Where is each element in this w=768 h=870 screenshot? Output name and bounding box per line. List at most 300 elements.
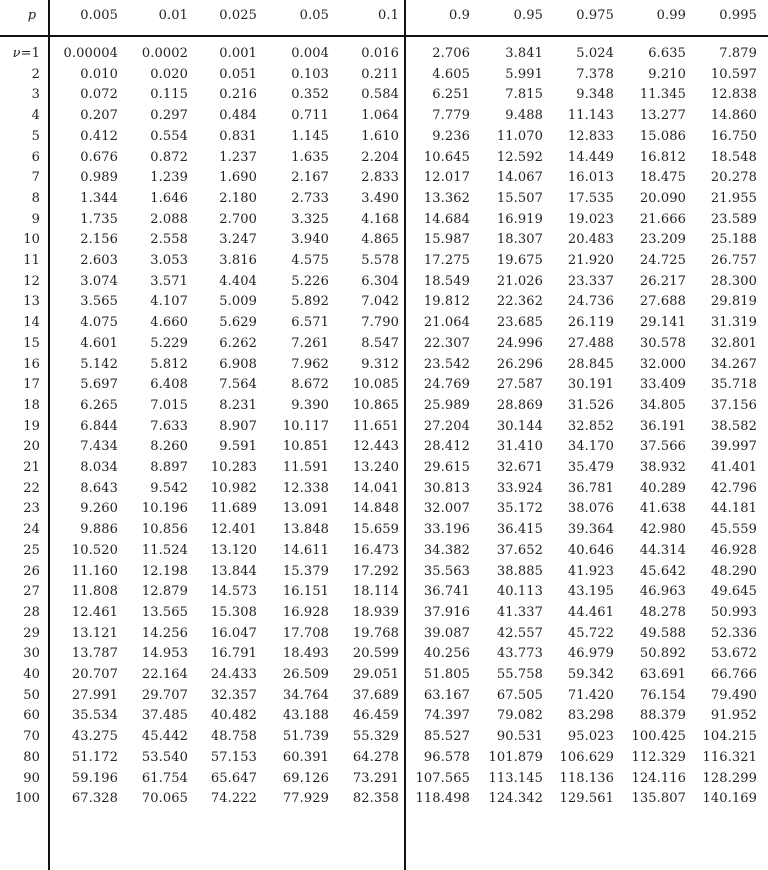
table-cell: 21.666 <box>639 211 686 227</box>
table-cell: 6.635 <box>648 46 686 61</box>
table-cell: 19.023 <box>567 211 614 227</box>
table-cell: 1.064 <box>361 108 399 124</box>
table-cell: 0.004 <box>291 46 329 61</box>
table-cell: 0.010 <box>80 66 118 82</box>
table-cell: 50.892 <box>639 646 686 662</box>
table-cell: 41.401 <box>710 460 757 475</box>
table-cell: 128.299 <box>702 770 757 786</box>
table-cell: 11.160 <box>71 563 118 579</box>
table-cell: 0.051 <box>219 66 257 82</box>
table-cell: 96.578 <box>423 749 470 765</box>
table-cell: 23.209 <box>639 232 686 248</box>
table-cell: 12.592 <box>496 149 543 165</box>
header-prob: 0.1 <box>378 8 399 23</box>
table-cell: 35.718 <box>710 377 757 393</box>
table-cell: 4.575 <box>291 253 329 268</box>
table-cell: 16.151 <box>282 584 329 600</box>
table-cell: 36.781 <box>567 480 614 496</box>
table-cell: 7.633 <box>150 418 188 434</box>
table-cell: 39.364 <box>567 522 614 538</box>
table-cell: 33.409 <box>639 377 686 393</box>
table-cell: 0.554 <box>150 128 188 144</box>
table-cell: 2.603 <box>80 253 118 268</box>
row-df-label: 12 <box>23 273 40 289</box>
table-cell: 17.535 <box>567 190 614 206</box>
table-cell: 44.314 <box>639 542 686 558</box>
table-cell: 55.758 <box>496 667 543 682</box>
table-cell: 1.145 <box>291 128 329 144</box>
table-cell: 3.490 <box>361 190 399 206</box>
table-cell: 3.247 <box>219 232 257 248</box>
table-cell: 71.420 <box>567 687 614 703</box>
table-cell: 11.689 <box>210 501 257 517</box>
table-cell: 6.262 <box>219 335 257 351</box>
table-cell: 5.009 <box>219 294 257 310</box>
table-cell: 9.390 <box>291 397 329 413</box>
table-cell: 15.659 <box>352 522 399 538</box>
table-cell: 29.615 <box>423 460 470 475</box>
table-cell: 13.565 <box>141 604 188 620</box>
row-df-label: 80 <box>23 749 40 765</box>
table-cell: 12.443 <box>352 439 399 455</box>
table-cell: 5.812 <box>150 356 188 372</box>
table-cell: 7.434 <box>80 439 118 455</box>
table-cell: 5.629 <box>219 315 257 331</box>
table-cell: 30.144 <box>496 418 543 434</box>
table-cell: 20.278 <box>710 170 757 186</box>
table-cell: 41.923 <box>567 563 614 579</box>
table-cell: 13.362 <box>423 190 470 206</box>
table-cell: 0.211 <box>361 66 399 82</box>
table-cell: 0.831 <box>219 128 257 144</box>
table-cell: 12.401 <box>210 522 257 538</box>
table-cell: 21.064 <box>423 315 470 331</box>
row-df-label: 70 <box>23 729 40 745</box>
table-cell: 3.565 <box>80 294 118 310</box>
table-cell: 6.265 <box>80 397 118 413</box>
table-cell: 7.015 <box>150 397 188 413</box>
table-cell: 9.312 <box>361 356 399 372</box>
table-cell: 9.488 <box>505 108 543 124</box>
table-cell: 76.154 <box>639 687 686 703</box>
table-cell: 11.345 <box>639 87 686 103</box>
table-cell: 1.610 <box>361 128 399 144</box>
table-cell: 30.191 <box>567 377 614 393</box>
table-cell: 69.126 <box>282 770 329 786</box>
table-cell: 29.819 <box>710 294 757 310</box>
table-cell: 70.065 <box>141 791 188 807</box>
row-df-label: 15 <box>23 335 40 351</box>
table-cell: 23.685 <box>496 315 543 331</box>
table-cell: 10.645 <box>423 149 470 165</box>
table-cell: 4.605 <box>432 66 470 82</box>
table-cell: 59.342 <box>567 667 614 682</box>
table-cell: 34.805 <box>639 397 686 413</box>
table-cell: 7.879 <box>719 46 757 61</box>
table-cell: 28.412 <box>423 439 470 455</box>
row-df-label: 5 <box>31 128 40 144</box>
table-cell: 39.087 <box>423 625 470 641</box>
table-cell: 14.449 <box>567 149 614 165</box>
table-cell: 118.498 <box>415 791 470 807</box>
table-cell: 27.587 <box>496 377 543 393</box>
table-cell: 2.180 <box>219 190 257 206</box>
table-cell: 124.116 <box>631 770 686 786</box>
table-cell: 35.534 <box>71 708 118 724</box>
table-cell: 15.507 <box>496 190 543 206</box>
table-cell: 11.524 <box>141 542 188 558</box>
header-prob: 0.95 <box>513 8 543 23</box>
row-df-label: 22 <box>23 480 40 496</box>
table-cell: 7.564 <box>219 377 257 393</box>
table-cell: 20.599 <box>352 646 399 662</box>
table-cell: 20.090 <box>639 190 686 206</box>
table-cell: 35.479 <box>567 460 614 475</box>
table-cell: 9.542 <box>150 480 188 496</box>
table-cell: 26.119 <box>567 315 614 331</box>
table-cell: 46.963 <box>639 584 686 600</box>
table-cell: 0.207 <box>80 108 118 124</box>
table-cell: 135.807 <box>631 791 686 807</box>
table-cell: 14.067 <box>496 170 543 186</box>
table-cell: 0.676 <box>80 149 118 165</box>
table-cell: 12.461 <box>71 604 118 620</box>
table-cell: 0.484 <box>219 108 257 124</box>
table-cell: 106.629 <box>559 749 614 765</box>
table-cell: 17.708 <box>282 625 329 641</box>
table-cell: 36.191 <box>639 418 686 434</box>
row-df-label: 27 <box>23 584 40 600</box>
row-df-label: 13 <box>23 294 40 310</box>
table-cell: 34.170 <box>567 439 614 455</box>
table-cell: 0.297 <box>150 108 188 124</box>
table-cell: 63.691 <box>639 667 686 682</box>
table-cell: 23.542 <box>423 356 470 372</box>
table-cell: 4.107 <box>150 294 188 310</box>
table-cell: 16.928 <box>282 604 329 620</box>
table-cell: 107.565 <box>415 770 470 786</box>
row-df-label: 28 <box>23 604 40 620</box>
table-cell: 44.181 <box>710 501 757 517</box>
table-cell: 26.217 <box>639 273 686 289</box>
table-cell: 5.229 <box>150 335 188 351</box>
table-cell: 3.940 <box>291 232 329 248</box>
table-cell: 77.929 <box>282 791 329 807</box>
row-df-label: 17 <box>23 377 40 393</box>
table-cell: 118.136 <box>559 770 614 786</box>
table-cell: 27.488 <box>567 335 614 351</box>
table-cell: 7.962 <box>291 356 329 372</box>
row-df-label: 29 <box>23 625 40 641</box>
table-cell: 34.382 <box>423 542 470 558</box>
table-cell: 32.671 <box>496 460 543 475</box>
table-cell: 12.833 <box>567 128 614 144</box>
row-df-label: 40 <box>23 667 40 682</box>
table-cell: 31.319 <box>710 315 757 331</box>
table-cell: 14.684 <box>423 211 470 227</box>
table-cell: 16.473 <box>352 542 399 558</box>
row-df-label: 8 <box>31 190 40 206</box>
table-cell: 37.916 <box>423 604 470 620</box>
table-cell: 18.939 <box>352 604 399 620</box>
table-cell: 12.838 <box>710 87 757 103</box>
table-cell: 51.739 <box>282 729 329 745</box>
table-cell: 29.707 <box>141 687 188 703</box>
table-cell: 0.0002 <box>141 46 188 61</box>
table-cell: 37.652 <box>496 542 543 558</box>
table-cell: 48.290 <box>710 563 757 579</box>
table-cell: 13.844 <box>210 563 257 579</box>
row-df-label: 18 <box>23 397 40 413</box>
table-cell: 4.075 <box>80 315 118 331</box>
table-cell: 12.879 <box>141 584 188 600</box>
table-cell: 13.848 <box>282 522 329 538</box>
table-cell: 26.296 <box>496 356 543 372</box>
table-cell: 15.308 <box>210 604 257 620</box>
table-cell: 13.120 <box>210 542 257 558</box>
table-cell: 64.278 <box>352 749 399 765</box>
table-cell: 9.886 <box>80 522 118 538</box>
table-cell: 6.304 <box>361 273 399 289</box>
df-value: 1 <box>31 46 40 61</box>
table-cell: 3.074 <box>80 273 118 289</box>
row-df-label: 2 <box>31 66 40 82</box>
table-cell: 37.689 <box>352 687 399 703</box>
table-cell: 43.773 <box>496 646 543 662</box>
table-cell: 10.865 <box>352 397 399 413</box>
table-cell: 29.051 <box>352 667 399 682</box>
table-cell: 8.547 <box>361 335 399 351</box>
table-cell: 22.307 <box>423 335 470 351</box>
table-cell: 14.953 <box>141 646 188 662</box>
table-cell: 32.000 <box>639 356 686 372</box>
row-df-label: 20 <box>23 439 40 455</box>
table-cell: 40.113 <box>496 584 543 600</box>
table-cell: 20.707 <box>71 667 118 682</box>
row-df-label: 9 <box>31 211 40 227</box>
table-cell: 5.991 <box>505 66 543 82</box>
table-cell: 8.897 <box>150 460 188 475</box>
table-cell: 35.172 <box>496 501 543 517</box>
table-cell: 27.991 <box>71 687 118 703</box>
table-cell: 28.300 <box>710 273 757 289</box>
table-cell: 0.216 <box>219 87 257 103</box>
table-cell: 2.204 <box>361 149 399 165</box>
table-cell: 16.919 <box>496 211 543 227</box>
table-cell: 16.047 <box>210 625 257 641</box>
table-cell: 3.571 <box>150 273 188 289</box>
table-cell: 63.167 <box>423 687 470 703</box>
table-cell: 16.750 <box>710 128 757 144</box>
table-cell: 0.584 <box>361 87 399 103</box>
table-cell: 18.307 <box>496 232 543 248</box>
table-cell: 5.142 <box>80 356 118 372</box>
table-cell: 16.013 <box>567 170 614 186</box>
table-cell: 24.736 <box>567 294 614 310</box>
table-cell: 11.808 <box>71 584 118 600</box>
table-cell: 53.540 <box>141 749 188 765</box>
table-cell: 59.196 <box>71 770 118 786</box>
table-cell: 48.278 <box>639 604 686 620</box>
table-cell: 14.860 <box>710 108 757 124</box>
table-cell: 17.292 <box>352 563 399 579</box>
table-cell: 23.589 <box>710 211 757 227</box>
table-cell: 4.601 <box>80 335 118 351</box>
table-cell: 0.989 <box>80 170 118 186</box>
table-cell: 45.722 <box>567 625 614 641</box>
table-cell: 1.344 <box>80 190 118 206</box>
table-cell: 0.711 <box>291 108 329 124</box>
table-cell: 19.768 <box>352 625 399 641</box>
table-cell: 32.357 <box>210 687 257 703</box>
table-cell: 0.016 <box>361 46 399 61</box>
table-cell: 8.643 <box>80 480 118 496</box>
table-cell: 113.145 <box>488 770 543 786</box>
table-cell: 12.198 <box>141 563 188 579</box>
table-cell: 74.397 <box>423 708 470 724</box>
table-cell: 1.635 <box>291 149 329 165</box>
table-cell: 8.034 <box>80 460 118 475</box>
table-cell: 49.645 <box>710 584 757 600</box>
header-prob: 0.975 <box>576 8 614 23</box>
table-cell: 7.779 <box>432 108 470 124</box>
table-cell: 3.841 <box>505 46 543 61</box>
table-cell: 10.117 <box>282 418 329 434</box>
table-cell: 6.408 <box>150 377 188 393</box>
row-df-label: 90 <box>23 770 40 786</box>
header-prob: 0.05 <box>299 8 329 23</box>
table-cell: 4.660 <box>150 315 188 331</box>
table-cell: 38.932 <box>639 460 686 475</box>
table-cell: 0.412 <box>80 128 118 144</box>
table-cell: 14.256 <box>141 625 188 641</box>
table-cell: 101.879 <box>488 749 543 765</box>
table-cell: 32.852 <box>567 418 614 434</box>
table-cell: 41.638 <box>639 501 686 517</box>
table-cell: 0.115 <box>150 87 188 103</box>
table-cell: 43.275 <box>71 729 118 745</box>
row-df-label: 6 <box>31 149 40 165</box>
table-cell: 42.980 <box>639 522 686 538</box>
table-cell: 79.490 <box>710 687 757 703</box>
table-cell: 18.549 <box>423 273 470 289</box>
table-cell: 7.378 <box>576 66 614 82</box>
table-cell: 61.754 <box>141 770 188 786</box>
table-cell: 52.336 <box>710 625 757 641</box>
table-cell: 10.520 <box>71 542 118 558</box>
table-cell: 0.103 <box>291 66 329 82</box>
table-cell: 55.329 <box>352 729 399 745</box>
table-cell: 7.790 <box>361 315 399 331</box>
header-prob: 0.01 <box>158 8 188 23</box>
table-cell: 42.796 <box>710 480 757 496</box>
table-cell: 33.196 <box>423 522 470 538</box>
table-cell: 43.195 <box>567 584 614 600</box>
table-cell: 8.907 <box>219 418 257 434</box>
table-cell: 40.289 <box>639 480 686 496</box>
row-df-label: 7 <box>31 170 40 186</box>
table-cell: 8.672 <box>291 377 329 393</box>
table-cell: 30.578 <box>639 335 686 351</box>
table-cell: 2.700 <box>219 211 257 227</box>
table-cell: 24.433 <box>210 667 257 682</box>
table-cell: 10.597 <box>710 66 757 82</box>
table-cell: 29.141 <box>639 315 686 331</box>
table-cell: 67.505 <box>496 687 543 703</box>
table-cell: 100.425 <box>631 729 686 745</box>
row-df-label <box>0 44 40 64</box>
table-cell: 28.845 <box>567 356 614 372</box>
table-cell: 1.237 <box>219 149 257 165</box>
table-cell: 0.352 <box>291 87 329 103</box>
table-cell: 10.856 <box>141 522 188 538</box>
table-cell: 21.955 <box>710 190 757 206</box>
table-cell: 14.848 <box>352 501 399 517</box>
table-cell: 9.260 <box>80 501 118 517</box>
row-df-label: 16 <box>23 356 40 372</box>
row-df-label: 10 <box>23 232 40 248</box>
table-cell: 8.260 <box>150 439 188 455</box>
table-cell: 35.563 <box>423 563 470 579</box>
table-cell: 4.865 <box>361 232 399 248</box>
table-cell: 51.805 <box>423 667 470 682</box>
table-cell: 91.952 <box>710 708 757 724</box>
table-cell: 7.042 <box>361 294 399 310</box>
nu-equals: = <box>20 46 32 61</box>
table-cell: 2.156 <box>80 232 118 248</box>
table-cell: 2.167 <box>291 170 329 186</box>
table-cell: 0.001 <box>219 46 257 61</box>
table-cell: 22.362 <box>496 294 543 310</box>
table-cell: 60.391 <box>282 749 329 765</box>
table-cell: 6.908 <box>219 356 257 372</box>
table-cell: 40.256 <box>423 646 470 662</box>
table-cell: 2.558 <box>150 232 188 248</box>
table-cell: 22.164 <box>141 667 188 682</box>
table-cell: 88.379 <box>639 708 686 724</box>
table-cell: 34.267 <box>710 356 757 372</box>
row-df-label: 21 <box>23 460 40 475</box>
table-cell: 37.156 <box>710 397 757 413</box>
table-cell: 37.566 <box>639 439 686 455</box>
table-cell: 43.188 <box>282 708 329 724</box>
table-cell: 18.475 <box>639 170 686 186</box>
table-cell: 5.578 <box>361 253 399 268</box>
table-cell: 0.00004 <box>63 46 118 61</box>
table-cell: 48.758 <box>210 729 257 745</box>
row-df-label: 30 <box>23 646 40 662</box>
table-cell: 2.706 <box>432 46 470 61</box>
table-cell: 31.410 <box>496 439 543 455</box>
table-cell: 38.076 <box>567 501 614 517</box>
header-p-label: p <box>27 8 37 23</box>
table-cell: 13.091 <box>282 501 329 517</box>
table-cell: 67.328 <box>71 791 118 807</box>
table-cell: 10.085 <box>352 377 399 393</box>
table-cell: 44.461 <box>567 604 614 620</box>
table-cell: 41.337 <box>496 604 543 620</box>
table-cell: 17.275 <box>423 253 470 268</box>
table-cell: 24.725 <box>639 253 686 268</box>
table-cell: 124.342 <box>488 791 543 807</box>
table-cell: 82.358 <box>352 791 399 807</box>
table-cell: 10.851 <box>282 439 329 455</box>
table-cell: 24.996 <box>496 335 543 351</box>
table-cell: 85.527 <box>423 729 470 745</box>
table-cell: 16.812 <box>639 149 686 165</box>
table-cell: 112.329 <box>631 749 686 765</box>
table-cell: 6.251 <box>432 87 470 103</box>
